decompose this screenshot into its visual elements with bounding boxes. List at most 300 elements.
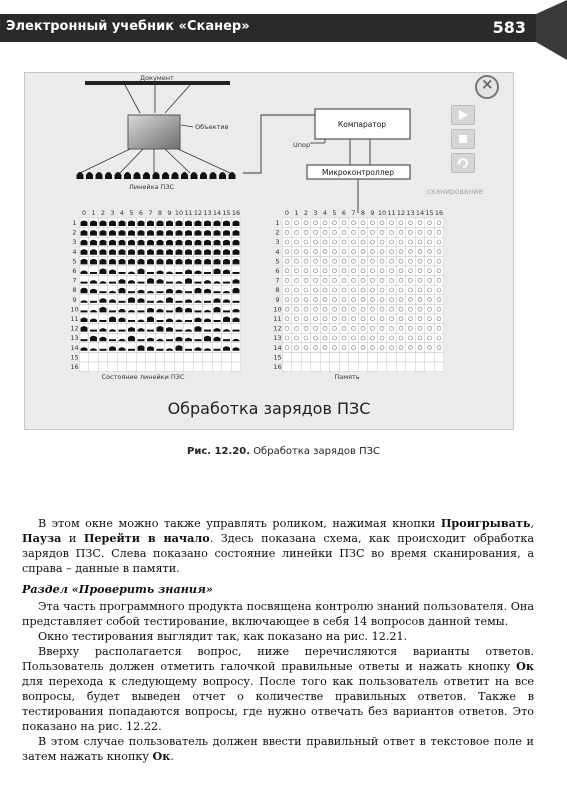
- memory-grid-cell: [282, 324, 292, 334]
- memory-grid-cell: [396, 218, 406, 228]
- memory-grid-cell: [396, 228, 406, 238]
- paragraph-2: Эта часть программного продукта посвящена контролю знаний пользователя. Она представляет собой тестирование, включающее в себя 14 вопросов данной темы.: [22, 600, 534, 628]
- ccd-empty-mark: [214, 320, 221, 322]
- memory-grid-cell: [301, 228, 311, 238]
- memory-grid-cell: [387, 228, 397, 238]
- ccd-grid-cell: [193, 362, 203, 372]
- memory-grid-cell: [358, 362, 368, 372]
- ccd-grid-cell: [193, 304, 203, 314]
- ccd-charge-mark: [223, 249, 230, 255]
- memory-grid-cell: [282, 247, 292, 257]
- memory-grid-cell: [368, 304, 378, 314]
- ccd-grid-cell: [212, 276, 222, 286]
- memory-grid-cell: [425, 266, 435, 276]
- memory-grid-cell: [339, 247, 349, 257]
- memory-grid-cell: [396, 343, 406, 353]
- ccd-grid-cell: [136, 333, 146, 343]
- memory-grid-cell: [330, 247, 340, 257]
- ccd-empty-mark: [147, 330, 154, 332]
- memory-grid-cell: [377, 333, 387, 343]
- ccd-charge-mark: [233, 288, 240, 294]
- ccd-grid-cell: [155, 352, 165, 362]
- memory-grid-cell: [387, 266, 397, 276]
- lens-block: [128, 115, 180, 149]
- ccd-charge-mark: [138, 221, 145, 227]
- ccd-charge-mark: [176, 259, 183, 265]
- memory-grid-cell: [339, 237, 349, 247]
- memory-grid-cell: [415, 237, 425, 247]
- ccd-grid-cell: [174, 295, 184, 305]
- ccd-grid-col-header: 9: [167, 209, 172, 217]
- ccd-charge-mark: [176, 307, 183, 313]
- ccd-empty-mark: [100, 291, 107, 293]
- memory-grid-cell: [292, 352, 302, 362]
- ccd-charge-mark: [233, 240, 240, 246]
- ccd-grid-row-header: 7: [72, 276, 77, 285]
- ccd-empty-mark: [176, 301, 183, 303]
- memory-grid-cell: [396, 324, 406, 334]
- ccd-grid-cell: [165, 304, 175, 314]
- memory-grid-row-header: 2: [275, 228, 280, 237]
- ccd-grid-col-header: 8: [157, 209, 163, 217]
- ccd-charge-mark: [185, 259, 192, 265]
- ccd-charge-mark: [157, 240, 164, 246]
- paragraph-5: В этом случае пользователь должен ввести правильный ответ в текстовое поле и затем нажать кнопку Ок.: [22, 735, 534, 763]
- memory-grid-col-header: 13: [406, 209, 415, 217]
- memory-grid-cell: [387, 333, 397, 343]
- memory-grid-cell: [425, 218, 435, 228]
- ccd-grid-cell: [127, 362, 137, 372]
- memory-grid: [273, 209, 443, 372]
- ccd-charge-mark: [185, 278, 192, 284]
- memory-grid-cell: [377, 352, 387, 362]
- ccd-charge-mark: [119, 230, 126, 236]
- memory-grid-cell: [339, 352, 349, 362]
- ccd-grid-cell: [155, 362, 165, 372]
- memory-grid-cell: [368, 343, 378, 353]
- ccd-grid-row-header: 6: [72, 267, 77, 275]
- memory-grid-cell: [320, 276, 330, 286]
- ccd-cell: [162, 172, 169, 179]
- memory-grid-cell: [282, 285, 292, 295]
- memory-grid-cell: [301, 352, 311, 362]
- memory-grid-cell: [415, 247, 425, 257]
- memory-grid-cell: [301, 247, 311, 257]
- memory-grid-cell: [406, 228, 416, 238]
- scan-button[interactable]: сканирование: [427, 187, 483, 196]
- ccd-grid-cell: [127, 266, 137, 276]
- memory-grid-cell: [358, 285, 368, 295]
- ccd-charge-mark: [100, 230, 107, 236]
- ccd-empty-mark: [109, 282, 116, 284]
- ccd-grid-cell: [193, 276, 203, 286]
- memory-grid-cell: [406, 314, 416, 324]
- ccd-empty-mark: [119, 330, 126, 332]
- memory-grid-cell: [434, 352, 444, 362]
- memory-grid-cell: [292, 276, 302, 286]
- ccd-charge-mark: [128, 240, 135, 246]
- memory-grid-cell: [415, 218, 425, 228]
- memory-grid-cell: [339, 256, 349, 266]
- memory-grid-cell: [311, 228, 321, 238]
- ccd-empty-mark: [233, 272, 240, 274]
- memory-grid-cell: [339, 218, 349, 228]
- memory-grid-cell: [434, 295, 444, 305]
- ccd-charge-mark: [195, 259, 202, 265]
- memory-grid-cell: [425, 324, 435, 334]
- ccd-charge-mark: [176, 221, 183, 227]
- ccd-charge-mark: [119, 259, 126, 265]
- ccd-empty-mark: [166, 310, 173, 312]
- ccd-grid-cell: [108, 352, 118, 362]
- ccd-empty-mark: [100, 320, 107, 322]
- ccd-grid-cell: [231, 362, 241, 372]
- memory-grid-cell: [320, 333, 330, 343]
- memory-grid-cell: [349, 295, 359, 305]
- memory-grid-cell: [339, 295, 349, 305]
- memory-grid-cell: [349, 314, 359, 324]
- ccd-cell: [134, 172, 141, 179]
- ccd-charge-mark: [81, 288, 88, 294]
- ccd-charge-mark: [147, 249, 154, 255]
- running-header: [0, 14, 536, 42]
- ccd-charge-mark: [185, 221, 192, 227]
- ccd-grid-row-header: 8: [72, 286, 77, 295]
- pause-button[interactable]: [451, 129, 475, 149]
- ccd-charge-mark: [128, 230, 135, 236]
- memory-grid-cell: [311, 304, 321, 314]
- memory-grid-cell: [358, 256, 368, 266]
- ccd-empty-mark: [195, 339, 202, 341]
- ccd-charge-mark: [147, 221, 154, 227]
- memory-grid-cell: [330, 295, 340, 305]
- ccd-grid-cell: [79, 333, 89, 343]
- ccd-empty-mark: [128, 291, 135, 293]
- page-number: 583: [492, 18, 526, 37]
- ccd-grid-cell: [155, 314, 165, 324]
- ccd-grid-cell: [203, 324, 213, 334]
- ccd-charge-mark: [138, 240, 145, 246]
- ccd-charge-mark: [147, 278, 154, 284]
- ccd-empty-mark: [157, 320, 164, 322]
- ccd-grid-cell: [89, 343, 99, 353]
- memory-grid-cell: [320, 304, 330, 314]
- memory-grid-cell: [396, 295, 406, 305]
- ccd-charge-mark: [185, 249, 192, 255]
- memory-grid-cell: [320, 237, 330, 247]
- ccd-grid-cell: [117, 333, 127, 343]
- play-button[interactable]: [451, 105, 475, 125]
- ccd-grid-col-header: 4: [119, 209, 125, 217]
- ccd-grid-cell: [89, 352, 99, 362]
- memory-grid-cell: [349, 276, 359, 286]
- memory-grid-cell: [311, 352, 321, 362]
- ccd-grid-cell: [203, 343, 213, 353]
- memory-grid-cell: [425, 276, 435, 286]
- ccd-charge-mark: [214, 307, 221, 313]
- ccd-grid-cell: [117, 266, 127, 276]
- memory-grid-cell: [368, 266, 378, 276]
- memory-grid-cell: [368, 352, 378, 362]
- memory-grid-cell: [292, 247, 302, 257]
- ccd-charge-mark: [90, 221, 97, 227]
- memory-grid-cell: [349, 343, 359, 353]
- memory-grid-cell: [301, 324, 311, 334]
- memory-grid-cell: [434, 256, 444, 266]
- memory-grid-cell: [387, 276, 397, 286]
- ccd-grid-cell: [165, 343, 175, 353]
- ccd-grid-cell: [79, 362, 89, 372]
- ccd-empty-mark: [176, 330, 183, 332]
- figure-screenshot: [24, 72, 514, 430]
- memory-grid-cell: [396, 285, 406, 295]
- ccd-grid-col-header: 6: [138, 209, 144, 217]
- ccd-grid-cell: [136, 304, 146, 314]
- ccd-charge-mark: [128, 249, 135, 255]
- ccd-charge-mark: [214, 221, 221, 227]
- ccd-grid-col-header: 12: [193, 209, 203, 217]
- ccd-grid-row-header: 10: [70, 305, 79, 314]
- memory-grid-cell: [330, 266, 340, 276]
- close-icon: ×: [481, 75, 494, 93]
- ccd-charge-mark: [157, 249, 164, 255]
- memory-grid-col-header: 11: [387, 209, 396, 217]
- memory-grid-row-header: 14: [273, 343, 282, 352]
- memory-grid-cell: [396, 352, 406, 362]
- ccd-empty-mark: [166, 282, 173, 284]
- memory-grid-cell: [377, 324, 387, 334]
- uref-label: Uпор: [293, 141, 311, 149]
- ccd-grid-cell: [108, 333, 118, 343]
- ccd-grid-cell: [98, 362, 108, 372]
- memory-grid-cell: [415, 276, 425, 286]
- close-button[interactable]: [475, 75, 499, 99]
- memory-grid-cell: [349, 237, 359, 247]
- ccd-grid-cell: [174, 362, 184, 372]
- memory-grid-cell: [339, 228, 349, 238]
- ccd-charge-mark: [109, 221, 116, 227]
- comparator-label: Компаратор: [337, 120, 387, 129]
- memory-grid-cell: [434, 218, 444, 228]
- ccd-grid-cell: [165, 362, 175, 372]
- ccd-empty-mark: [185, 291, 192, 293]
- ccd-grid-cell: [222, 324, 232, 334]
- memory-grid-cell: [358, 266, 368, 276]
- memory-grid-cell: [330, 324, 340, 334]
- memory-grid-cell: [425, 314, 435, 324]
- ccd-charge-mark: [81, 221, 88, 227]
- memory-grid-cell: [415, 352, 425, 362]
- ccd-grid-cell: [212, 362, 222, 372]
- memory-grid-cell: [387, 314, 397, 324]
- ccd-grid-row-header: 1: [72, 219, 77, 227]
- memory-grid-cell: [358, 304, 368, 314]
- ccd-empty-mark: [109, 339, 116, 341]
- memory-grid-cell: [311, 362, 321, 372]
- ccd-grid-cell: [174, 352, 184, 362]
- ccd-grid-cell: [222, 333, 232, 343]
- memory-grid-cell: [396, 276, 406, 286]
- ccd-empty-mark: [195, 282, 202, 284]
- memory-grid-cell: [434, 362, 444, 372]
- memory-grid-cell: [292, 324, 302, 334]
- memory-grid-cell: [292, 343, 302, 353]
- memory-grid-col-header: 2: [303, 209, 309, 217]
- memory-grid-cell: [349, 304, 359, 314]
- memory-grid-cell: [377, 276, 387, 286]
- ccd-cell: [181, 172, 188, 179]
- memory-grid-cell: [282, 314, 292, 324]
- rewind-button[interactable]: [451, 153, 475, 173]
- ccd-charge-mark: [147, 259, 154, 265]
- memory-grid-cell: [406, 352, 416, 362]
- ccd-charge-mark: [109, 259, 116, 265]
- memory-grid-col-header: 0: [284, 209, 290, 217]
- memory-grid-cell: [292, 304, 302, 314]
- memory-grid-cell: [396, 362, 406, 372]
- memory-grid-cell: [311, 285, 321, 295]
- ccd-grid-cell: [231, 352, 241, 362]
- memory-grid-cell: [358, 295, 368, 305]
- ccd-empty-mark: [109, 310, 116, 312]
- memory-grid-col-header: 14: [415, 209, 425, 217]
- ccd-grid-row-header: 3: [72, 238, 77, 247]
- memory-grid-cell: [330, 285, 340, 295]
- ccd-charge-mark: [166, 221, 173, 227]
- memory-grid-row-header: 4: [275, 247, 280, 256]
- ccd-grid-cell: [108, 362, 118, 372]
- memory-grid-cell: [349, 362, 359, 372]
- ccd-charge-mark: [100, 240, 107, 246]
- ccd-line: [77, 172, 236, 179]
- memory-grid-cell: [358, 324, 368, 334]
- memory-grid-cell: [358, 247, 368, 257]
- ccd-grid-cell: [184, 352, 194, 362]
- memory-grid-cell: [349, 218, 359, 228]
- ccd-charge-mark: [166, 230, 173, 236]
- memory-grid-row-header: 1: [275, 219, 280, 227]
- ccd-grid-cell: [117, 362, 127, 372]
- memory-grid-cell: [387, 295, 397, 305]
- memory-grid-cell: [311, 256, 321, 266]
- ccd-grid-cell: [146, 285, 156, 295]
- ccd-grid-cell: [146, 324, 156, 334]
- memory-grid-cell: [349, 256, 359, 266]
- memory-grid-cell: [415, 228, 425, 238]
- ccd-empty-mark: [128, 349, 135, 351]
- memory-grid-cell: [368, 324, 378, 334]
- paragraph-3: Окно тестирования выглядит так, как показано на рис. 12.21.: [38, 630, 408, 643]
- memory-grid-cell: [406, 266, 416, 276]
- ccd-grid-cell: [231, 324, 241, 334]
- memory-grid-cell: [282, 362, 292, 372]
- memory-grid-cell: [415, 324, 425, 334]
- ccd-cell: [210, 172, 217, 179]
- memory-grid-row-header: 16: [273, 363, 282, 371]
- ccd-charge-mark: [138, 345, 145, 351]
- microcontroller-label: Микроконтроллер: [322, 168, 394, 177]
- memory-grid-cell: [339, 266, 349, 276]
- ccd-cell: [77, 172, 84, 179]
- ccd-charge-mark: [100, 269, 107, 275]
- ccd-charge-mark: [157, 259, 164, 265]
- memory-grid-cell: [330, 343, 340, 353]
- memory-grid-cell: [425, 228, 435, 238]
- memory-grid-row-header: 9: [275, 295, 280, 304]
- ccd-grid-row-header: 14: [70, 343, 79, 352]
- memory-grid-cell: [425, 304, 435, 314]
- memory-grid-row-header: 15: [273, 353, 282, 362]
- ccd-grid-cell: [136, 352, 146, 362]
- memory-grid-cell: [330, 314, 340, 324]
- memory-grid-cell: [415, 266, 425, 276]
- ccd-charge-mark: [147, 240, 154, 246]
- ccd-cell: [124, 172, 131, 179]
- memory-grid-col-header: 8: [360, 209, 366, 217]
- ccd-charge-mark: [204, 249, 211, 255]
- ccd-charge-mark: [204, 240, 211, 246]
- memory-grid-col-header: 6: [341, 209, 347, 217]
- ccd-grid-cell: [98, 352, 108, 362]
- ccd-grid-col-header: 3: [110, 209, 115, 217]
- memory-grid-cell: [415, 304, 425, 314]
- memory-grid-cell: [301, 343, 311, 353]
- ccd-grid-cell: [174, 324, 184, 334]
- ccd-grid-cell: [89, 295, 99, 305]
- memory-grid-col-header: 10: [377, 209, 387, 217]
- memory-grid-cell: [301, 333, 311, 343]
- ccd-grid-cell: [155, 343, 165, 353]
- ccd-charge-mark: [128, 259, 135, 265]
- memory-grid-cell: [377, 362, 387, 372]
- right-grid-caption: Память: [334, 373, 360, 381]
- ccd-grid-row-header: 13: [70, 334, 79, 343]
- body-text: [22, 516, 534, 764]
- ccd-grid-cell: [165, 352, 175, 362]
- ccd-grid-cell: [127, 314, 137, 324]
- ccd-charge-mark: [90, 230, 97, 236]
- memory-grid-cell: [311, 314, 321, 324]
- ccd-charge-mark: [166, 249, 173, 255]
- memory-grid-row-header: 6: [275, 267, 280, 275]
- ccd-empty-mark: [119, 272, 126, 274]
- ccd-charge-mark: [109, 240, 116, 246]
- memory-grid-cell: [330, 237, 340, 247]
- memory-grid-cell: [425, 237, 435, 247]
- memory-grid-cell: [330, 333, 340, 343]
- play-icon: [457, 109, 469, 121]
- memory-grid-cell: [320, 228, 330, 238]
- memory-grid-cell: [301, 362, 311, 372]
- ccd-charge-mark: [176, 249, 183, 255]
- ccd-empty-mark: [204, 330, 211, 332]
- figure-caption: [0, 446, 567, 457]
- memory-grid-cell: [377, 247, 387, 257]
- ccd-charge-mark: [233, 259, 240, 265]
- memory-grid-cell: [358, 276, 368, 286]
- memory-grid-cell: [311, 333, 321, 343]
- ccd-empty-mark: [176, 272, 183, 274]
- memory-grid-cell: [368, 247, 378, 257]
- memory-grid-cell: [377, 256, 387, 266]
- memory-grid-cell: [330, 352, 340, 362]
- memory-grid-cell: [349, 285, 359, 295]
- ccd-grid-cell: [222, 285, 232, 295]
- memory-grid-cell: [349, 333, 359, 343]
- ccd-cell: [105, 172, 112, 179]
- memory-grid-cell: [292, 295, 302, 305]
- ccd-grid-cell: [193, 295, 203, 305]
